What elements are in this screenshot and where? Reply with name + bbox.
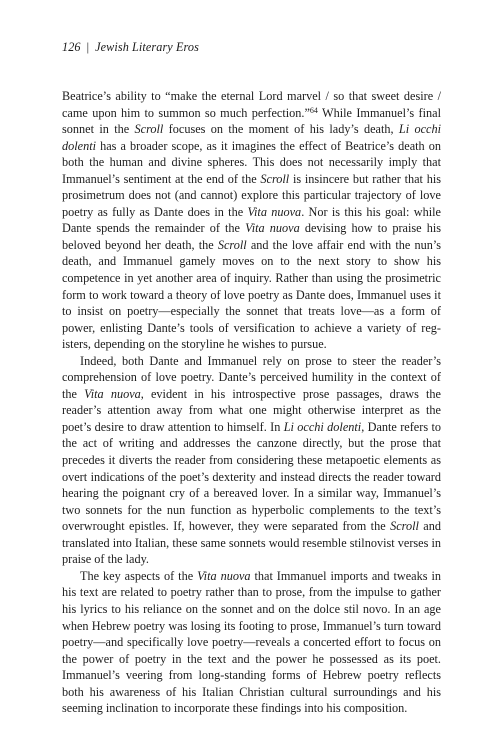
paragraph (62, 88, 441, 353)
italic-title: Li occhi dolenti (283, 419, 362, 434)
text-run: While Immanuel’s final sonnet in the (62, 105, 441, 137)
text-run: and the love affair end with the nun’s death, and Immanuel gamely moves on to the next story to show his competence in yet another area of inquiry. Rather than using the prosimetric form to work toward a theory of love poetry as Dante does, Immanuel uses it to insist on poetry—especially the sonnet that treats love—as a form of power, enlisting Dante’s tools of versification to achieve a variety of registers, depending on the storyline he wishes to pursue. (62, 237, 441, 352)
text-run: The key aspects of the (80, 568, 198, 583)
text-run: focuses on the moment of his lady’s death, (163, 122, 399, 137)
body-text (62, 88, 441, 717)
italic-title: Vita nuova (197, 568, 251, 583)
italic-title: Scroll (390, 519, 419, 534)
italic-title: Li occhi dolenti (62, 122, 441, 153)
text-run: , Dante refers to the act of writing and addresses the canzone directly, but the prose that precedes it diverts the reader from considering these metapoetic elements as overt indications of the poet’s dexterity and instead directs the reader toward hearing the poignant cry of a bereaved lover. In a similar way, Immanuel’s two sonnets for the nun function as hyperbolic complements to the text’s overwrought epistles. If, however, they were separated from the (62, 419, 441, 534)
text-run: Beatrice’s ability to “make the eternal Lord marvel / so that sweet desire / came upon him to summon so much perfection.” (62, 89, 441, 120)
running-head-separator: | (86, 40, 90, 54)
text-run: that Immanuel imports and tweaks in his text are related to poetry rather than to prose, from the impulse to gather his lyrics to his reliance on the sonnet and on the dolce stil novo. In an age when Hebrew poetry was losing its footing to prose, Immanuel’s turn toward poetry—and specifically love poetry—reveals a concerted effort to focus on the power of poetry in the text and the power he possessed as its poet. Immanuel’s veering from long-standing forms of Hebrew poetry reflects both his awareness of his Italian Christian cultural surroundings and his seeming inclination to incorporate these findings into his composition. (62, 568, 441, 716)
running-head (62, 40, 199, 55)
text-run: , evident in his introspective prose passages, draws the reader’s attention away from what one might otherwise interpret as the poet’s desire to draw attention to himself. In (62, 386, 441, 434)
paragraph (62, 353, 441, 568)
footnote-ref: 64 (309, 105, 318, 115)
italic-title: Scroll (260, 171, 290, 186)
text-run: devising how to praise his beloved beyond her death, the (62, 221, 441, 252)
text-run: has a broader scope, as it imagines the effect of Beatrice’s death on both the human and divine spheres. This does not necessarily imply that Immanuel’s sentiment at the end of the (62, 138, 441, 186)
italic-title: Vita nuova (247, 204, 302, 219)
text-run: . Nor is this his goal: while Dante spends the remainder of the (62, 204, 441, 236)
italic-title: Vita nuova (84, 386, 141, 401)
italic-title: Scroll (134, 122, 164, 137)
text-run: and translated into Italian, these same sonnets would resemble stilnovist verses in praise of the lady. (62, 519, 441, 567)
text-run: is insincere but rather that his prosimetrum does not (and cannot) explore this particular trajectory of love poetry as fully as Dante does in the (62, 171, 441, 219)
page-number: 126 (62, 40, 81, 54)
italic-title: Vita nuova (245, 221, 300, 236)
book-title: Jewish Literary Eros (95, 40, 199, 54)
italic-title: Scroll (217, 237, 247, 252)
paragraph (62, 568, 441, 717)
text-run: Indeed, both Dante and Immanuel rely on prose to steer the reader’s comprehension of love poetry. Dante’s perceived humility in the context of the (62, 353, 441, 401)
